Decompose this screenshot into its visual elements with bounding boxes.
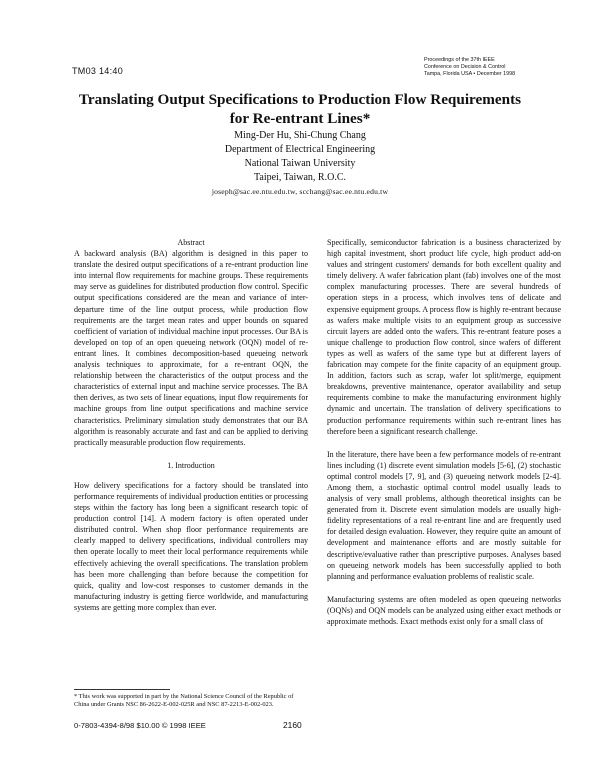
page-number: 2160 — [283, 720, 302, 730]
right-column — [327, 237, 561, 627]
introduction-heading: 1. Introduction — [167, 460, 215, 470]
author-block — [60, 129, 540, 199]
author-department: Department of Electrical Engineering — [224, 144, 376, 155]
session-code: TM03 14:40 — [72, 66, 124, 76]
left-column — [74, 237, 308, 613]
author-university: National Taiwan University — [244, 158, 356, 169]
proceedings-info — [424, 57, 564, 78]
paper-title — [40, 90, 560, 128]
proceedings-line: Conference on Decision & Control — [424, 64, 506, 70]
proceedings-line: Tampa, Florida USA • December 1998 — [424, 71, 516, 77]
author-email: joseph@sac.ee.ntu.edu.tw, scchang@sac.ee.ntu.edu.tw — [211, 187, 389, 196]
footnote: * This work was supported in part by the National Science Council of the Republic of China under Grants NSC 86-2622-E-002-025R and NSC 87-2213-E-002-023. — [74, 693, 294, 709]
title-line: for Re-entrant Lines* — [229, 110, 371, 127]
proceedings-line: Proceedings of the 37th IEEE — [424, 57, 495, 63]
author-names: Ming-Der Hu, Shi-Chung Chang — [234, 130, 366, 141]
author-location: Taipei, Taiwan, R.O.C. — [253, 172, 346, 183]
title-line: Translating Output Specifications to Production Flow Requirements — [78, 91, 522, 108]
copyright-notice: 0-7803-4394-8/98 $10.00 © 1998 IEEE — [74, 721, 206, 730]
footnote-divider — [74, 689, 170, 690]
body-paragraph: Manufacturing systems are often modeled as open queueing networks (OQNs) and OQN models can be analyzed using either exact methods or approximate methods. Exact methods exist only for a small class of — [327, 594, 561, 626]
body-paragraph: Specifically, semiconductor fabrication is a business characterized by high capital investment, short product life cycle, high product add-on values and stringent customers' demands for both excellent quality and timely delivery. A wafer fabrication plant (fab) involves one of the most complex manufacturing processes. There are several hundreds of operation steps in a process, which involves tens of delicate and expensive equipment groups. A process flow is highly re-entrant because as wafers make multiple visits to an equipment group as successive circuit layers are added onto the wafers. This re-entrant feature poses a unique challenge to production flow control, since wafers of different types as well as wafers of the same type but at different layers of fabrication may compete for the finite capacity of an equipment group. In addition, factors such as scrap, wafer lot split/merge, equipment breakdowns, preventive maintenance, operator availability and setup requirements combine to make the manufacturing environment highly dynamic and uncertain. The translation of delivery specifications to production performance requirements within such re-entrant lines has therefore been a significant research challenge. — [327, 238, 561, 436]
body-paragraph: In the literature, there have been a few performance models of re-entrant lines including (1) discrete event simulation models [5-6], (2) stochastic optimal control models [7, 9], and (3) queueing network models [2-4]. Among them, a stochastic optimal control model usually leads to analysis of very small problems, although theoretical insights can be generated from it. Discrete event simulation models are usually high-fidelity representations of a real re-entrant line and are frequently used for detailed design evaluation. However, they require quite an amount of development and maintenance efforts and are mostly suitable for descriptive/evaluative rather than prescriptive purposes. Analyses based on queueing network models has been successfully applied to both planning and performance evaluation problems of realistic scale. — [327, 449, 561, 581]
abstract-heading: Abstract — [177, 238, 205, 247]
abstract-text: A backward analysis (BA) algorithm is designed in this paper to translate the desired output specifications of a re-entrant production line into internal flow requirements for machine groups. These requirements may serve as guidelines for distributed production flow control. Specific output specifications considered are the mean and variance of inter-departure time of the line output process, while production flow requirements are the target mean rates and upper bounds on squared coefficient of variation of individual machine input processes. Our BA is developed on top of an open queueing network (OQN) model of re-entrant lines. It combines decomposition-based queueing network analysis techniques to approximate, for a re-entrant OQN, the relationship between the characteristics of the output process and the characteristics of external input and machine service processes. The BA then derives, as two sets of linear equations, input flow requirements for machine groups from line output specifications and machine service characteristics. Preliminary simulation study demonstrates that our BA algorithm is reasonably accurate and fast and can be applied to deriving practically measurable production flow requirements. — [74, 249, 308, 447]
introduction-text: How delivery specifications for a factory should be translated into performance requirements of individual production entities or processing steps within the factory has long been a significant research topic of production control [14]. A modern factory is often operated under distributed control. When shop floor performance requirements are clearly mapped to delivery specifications, individual controllers may then operate locally to meet their local performance requirements while effectively achieving the overall specifications. The translation problem has been more challenging than before because the competition for quick, quality and low-cost responses to customer demands in the manufacturing industry is getting fierce worldwide, and manufacturing systems are getting more complex than ever. — [74, 480, 308, 612]
